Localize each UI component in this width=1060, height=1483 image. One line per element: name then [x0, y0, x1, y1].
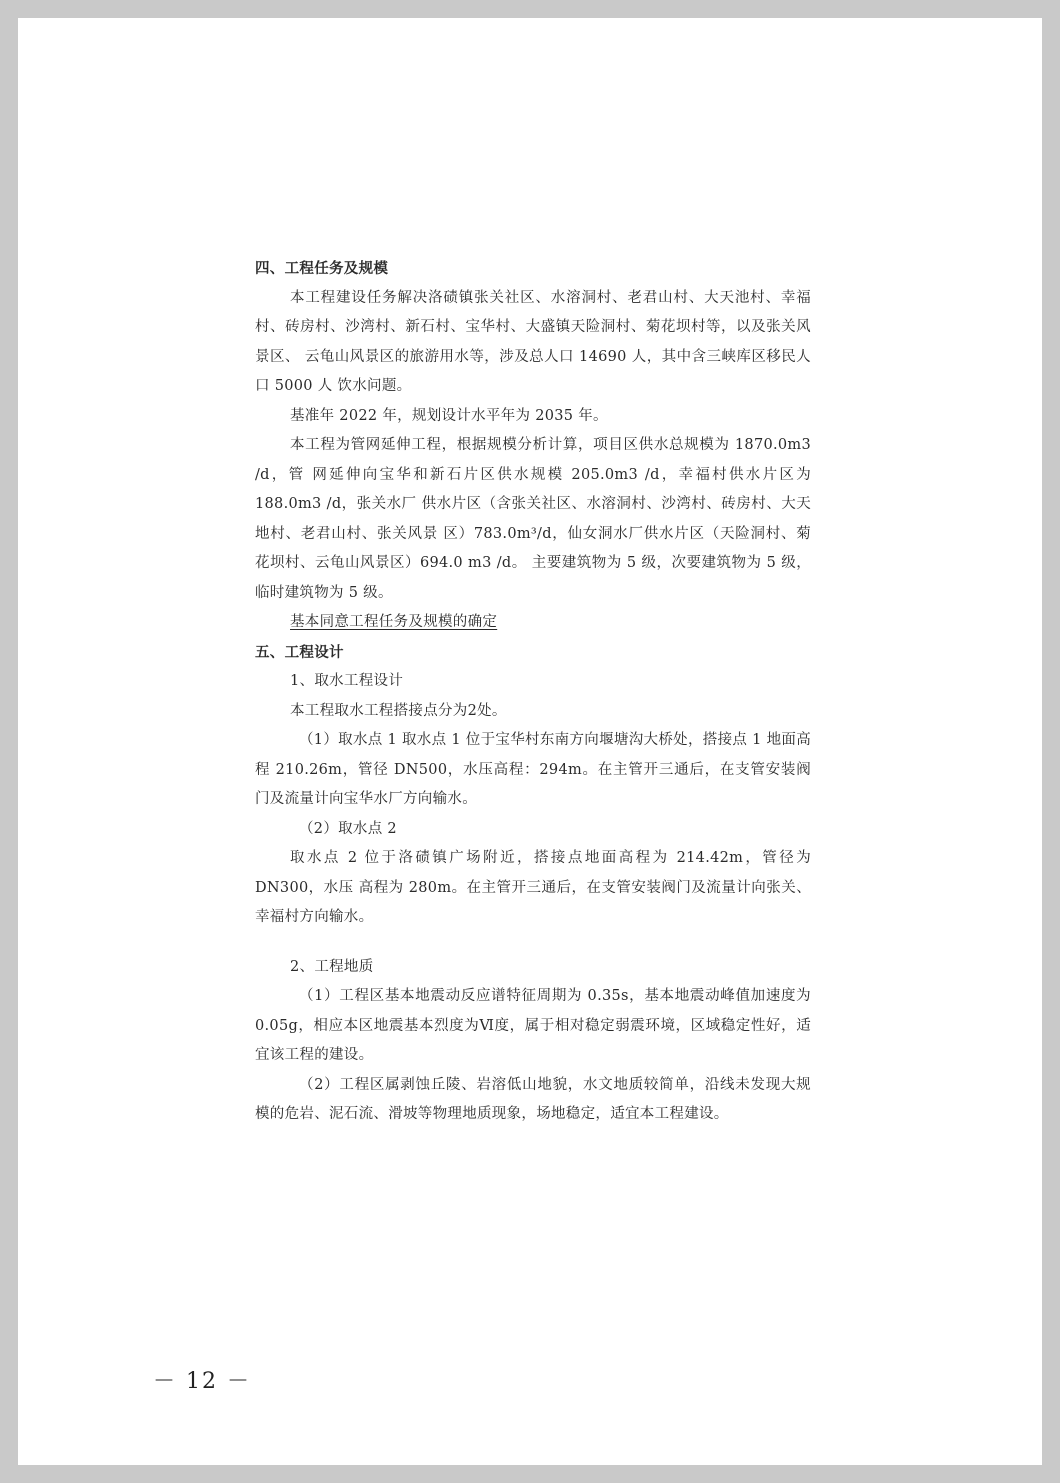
section5-paragraph-5: （1）工程区基本地震动反应谱特征周期为 0.35s，基本地震动峰值加速度为 0.05g，相应本区地震基本烈度为Ⅵ度，属于相对稳定弱震环境，区域稳定性好，适宜该工程的建设。: [255, 988, 811, 1063]
section5-heading: 五、工程设计: [255, 643, 344, 661]
section5-paragraph-1: 本工程取水工程搭接点分为2处。: [290, 702, 507, 719]
section5-subheading-1: 1、取水工程设计: [290, 673, 404, 689]
section4-paragraph-3: 本工程为管网延伸工程，根据规模分析计算，项目区供水总规模为 1870.0m3 /d，管 网延伸向宝华和新石片区供水规模 205.0m3 /d，幸福村供水片区为 188.0m3 /d，张关水厂 供水片区（含张关社区、水溶洞村、沙湾村、砖房村、大天地村、老君山村、张关风景 区）783.0m³/d，仙女洞水厂供水片区（天险洞村、菊花坝村、云龟山风景区）694.0 m3 /d。 主要建筑物为 5 级，次要建筑物为 5 级，临时建筑物为 5 级。: [255, 437, 811, 601]
document-page: [18, 18, 1042, 1465]
page-body: [255, 254, 811, 1130]
section5-paragraph-2: （1）取水点 1 取水点 1 位于宝华村东南方向堰塘沟大桥处，搭接点 1 地面高程 210.26m，管径 DN500，水压高程：294m。在主管开三通后，在支管安装阀门及流量计向宝华水厂方向输水。: [255, 732, 811, 807]
page-number: － 12 －: [153, 1369, 251, 1394]
section4-conclusion: [255, 608, 811, 638]
section4-heading: 四、工程任务及规模: [255, 260, 389, 277]
section4-conclusion-text: 基本同意工程任务及规模的确定: [290, 614, 498, 630]
section5-paragraph-4: 取水点 2 位于洛碛镇广场附近，搭接点地面高程为 214.42m，管径为 DN300，水压 高程为 280m。在主管开三通后，在支管安装阀门及流量计向张关、幸福村方向输水。: [255, 850, 811, 925]
section4-paragraph-2: 基准年 2022 年，规划设计水平年为 2035 年。: [290, 407, 608, 424]
section5-paragraph-6: （2）工程区属剥蚀丘陵、岩溶低山地貌，水文地质较简单，沿线未发现大规模的危岩、泥石流、滑坡等物理地质现象，场地稳定，适宜本工程建设。: [255, 1076, 811, 1122]
section4-paragraph-1: 本工程建设任务解决洛碛镇张关社区、水溶洞村、老君山村、大天池村、幸福村、砖房村、沙湾村、新石村、宝华村、大盛镇天险洞村、菊花坝村等，以及张关风景区、 云龟山风景区的旅游用水等，涉及总人口 14690 人，其中含三峡库区移民人口 5000 人 饮水问题。: [255, 289, 811, 394]
spacer: [255, 933, 811, 953]
section5-subheading-2: 2、工程地质: [290, 958, 374, 975]
section5-paragraph-3: （2）取水点 2: [299, 820, 397, 837]
